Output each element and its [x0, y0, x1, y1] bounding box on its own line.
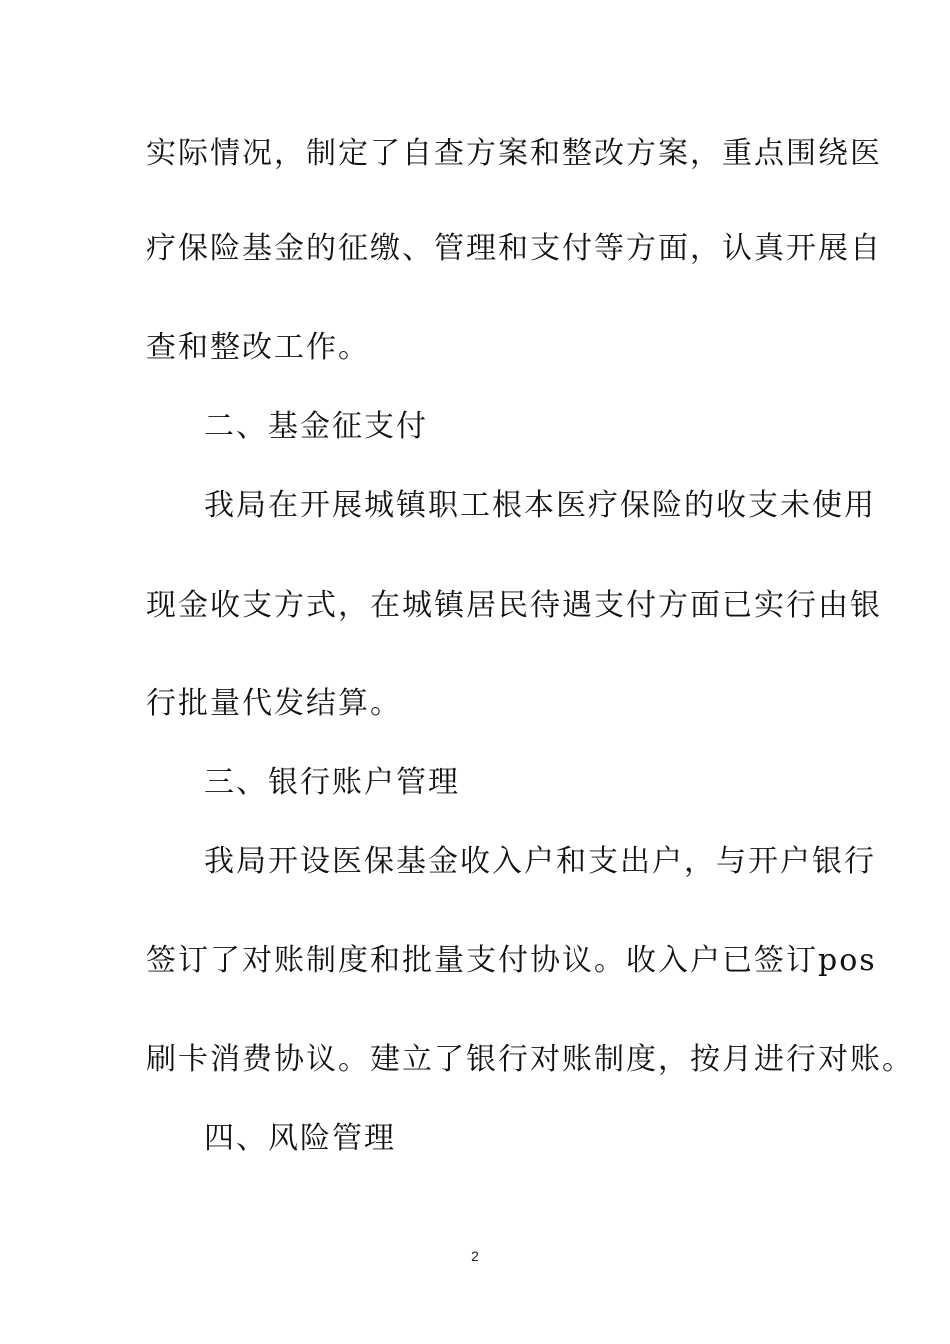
section-heading: 二、基金征支付 — [204, 409, 428, 444]
paragraph-line: 签订了对账制度和批量支付协议。收入户已签订pos — [146, 943, 877, 978]
section-heading: 四、风险管理 — [204, 1121, 396, 1156]
section-heading: 三、银行账户管理 — [204, 765, 460, 800]
paragraph-line: 刷卡消费协议。建立了银行对账制度，按月进行对账。 — [146, 1042, 914, 1077]
paragraph-line: 疗保险基金的征缴、管理和支付等方面，认真开展自 — [146, 231, 882, 266]
paragraph-line: 行批量代发结算。 — [146, 686, 402, 721]
paragraph-line: 现金收支方式，在城镇居民待遇支付方面已实行由银 — [146, 588, 882, 623]
paragraph-line: 查和整改工作。 — [146, 330, 370, 365]
paragraph-line: 我局在开展城镇职工根本医疗保险的收支未使用 — [204, 488, 876, 523]
paragraph-line: 我局开设医保基金收入户和支出户，与开户银行 — [204, 844, 876, 879]
page-number: 2 — [471, 1248, 479, 1264]
paragraph-line: 实际情况，制定了自查方案和整改方案，重点围绕医 — [146, 136, 882, 171]
